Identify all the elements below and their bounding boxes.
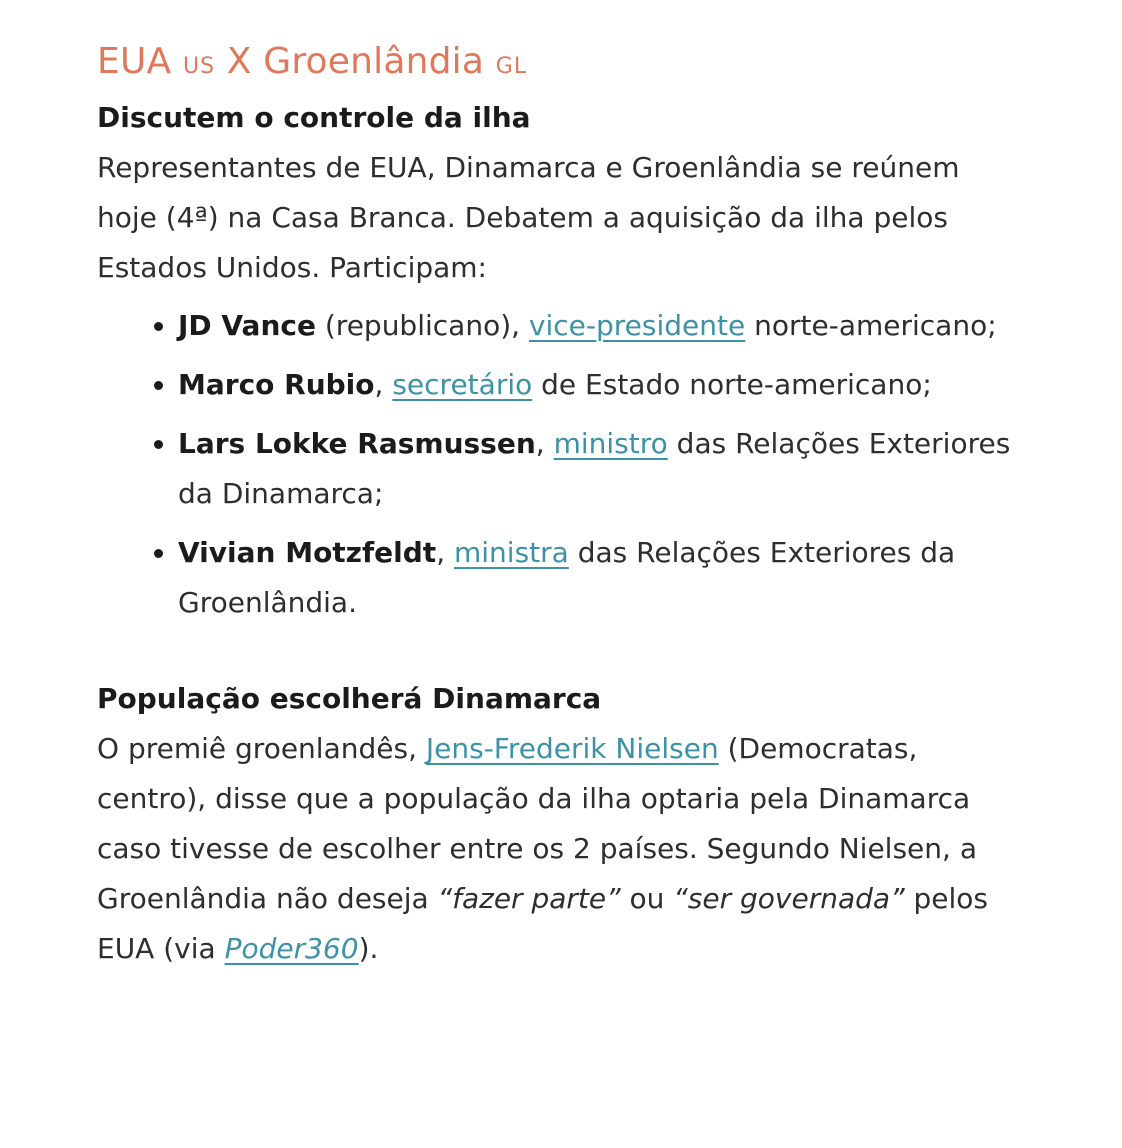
section1-intro: Representantes de EUA, Dinamarca e Groenlândia se reúnem hoje (4ª) na Casa Branca. Debatem a aquisição da ilha pelos Estados Unidos. Participam:	[97, 151, 960, 285]
country-code-gl: GL	[495, 54, 528, 79]
paragraph-text: (Democratas, centro), disse que a população da ilha optaria pela Dinamarca caso tivesse de escolher entre os 2 países. Segundo Nielsen, a Groenlândia não deseja	[97, 732, 977, 916]
participant-text: das Relações Exteriores da Dinamarca;	[178, 427, 1011, 511]
participant-text: ,	[374, 368, 393, 402]
participant-name: JD Vance	[178, 309, 316, 343]
link-secretario[interactable]: secretário	[392, 368, 533, 402]
link-jens-frederik-nielsen[interactable]: Jens-Frederik Nielsen	[425, 732, 719, 766]
link-poder360[interactable]: Poder360	[224, 932, 359, 966]
participant-name: Vivian Motzfeldt	[178, 536, 437, 570]
link-ministra[interactable]: ministra	[454, 536, 569, 570]
list-item-vivian-motzfeldt	[178, 528, 1015, 628]
link-ministro[interactable]: ministro	[553, 427, 668, 461]
paragraph-text: pelos EUA (via	[97, 882, 988, 966]
section2-paragraph	[97, 724, 1015, 974]
quote-ser-governada: “ser governada”	[673, 882, 905, 916]
list-item-lars-lokke-rasmussen	[178, 419, 1015, 519]
paragraph-text: ).	[358, 932, 379, 966]
paragraph-text: ou	[620, 882, 674, 916]
paragraph-text: O premiê groenlandês,	[97, 732, 426, 766]
country-code-us: US	[182, 54, 216, 79]
participants-list	[97, 301, 1015, 628]
participant-name: Lars Lokke Rasmussen	[178, 427, 536, 461]
section1-heading: Discutem o controle da ilha	[97, 101, 531, 135]
title-country-2: X Groenlândia	[226, 41, 485, 82]
participant-text: ,	[436, 536, 454, 570]
participant-text: (republicano),	[315, 309, 529, 343]
participant-text: norte-americano;	[745, 309, 997, 343]
section2-heading: População escolherá Dinamarca	[97, 682, 602, 716]
list-item-marco-rubio	[178, 360, 1015, 410]
article-title	[97, 40, 1030, 83]
participant-text: das Relações Exteriores da Groenlândia.	[178, 536, 956, 620]
participant-text: ,	[535, 427, 554, 461]
participant-name: Marco Rubio	[178, 368, 375, 402]
article-body	[97, 93, 1015, 974]
list-item-jd-vance	[178, 301, 1015, 351]
participant-text: de Estado norte-americano;	[532, 368, 932, 402]
title-country-1: EUA	[97, 41, 172, 82]
link-vice-presidente[interactable]: vice-presidente	[528, 309, 746, 343]
quote-fazer-parte: “fazer parte”	[437, 882, 621, 916]
